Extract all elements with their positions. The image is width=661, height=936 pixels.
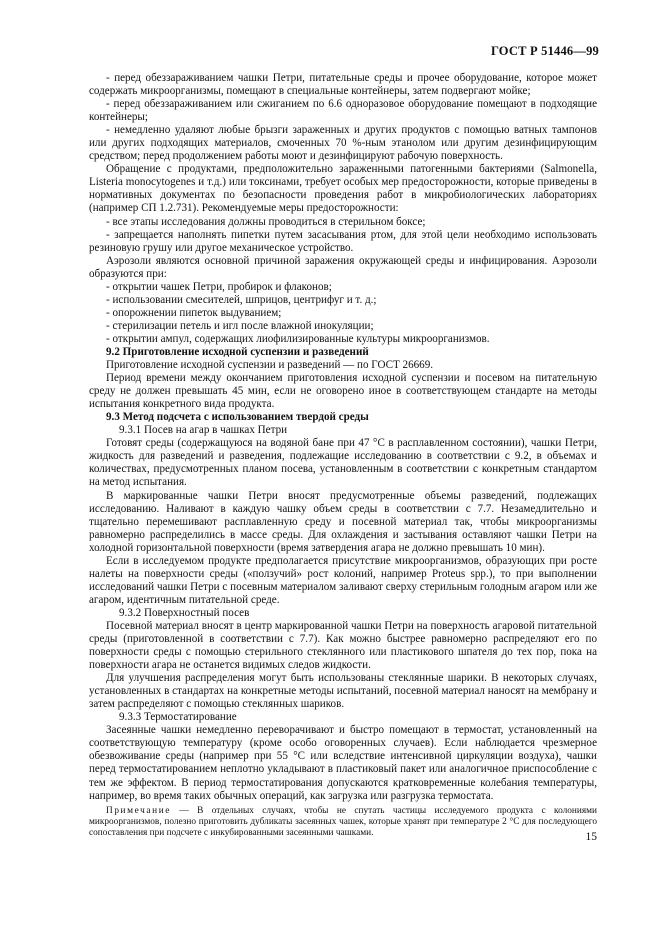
subsection-heading: 9.3.1 Посев на агар в чашках Петри [119,424,288,437]
paragraph: Готовят среды (содержащуюся на водяной бане при 47 °С в расплавленном состоянии), чашки Петри, жидкость для разведений и разведения, подлежащие исследованию в соответствии с 9.2, в объемах и количествах, предусмотренных планом посева, установленным в соответствии с конкретным стандартом на метод испытания. [89,437,597,489]
page-number: 15 [585,831,597,843]
paragraph: - открытии чашек Петри, пробирок и флаконов; [106,280,332,293]
section-heading: 9.2 Приготовление исходной суспензии и разведений [106,345,369,358]
note-prefix: Примечание [106,805,171,816]
paragraph: Аэрозоли являются основной причиной заражения окружающей среды и инфицирования. Аэрозоли образуются при: [89,254,597,280]
note-text: — В отдельных случаях, чтобы не спутать частицы исследуемого продукта с колониями микроорганизмов, полезно приготовить дубликаты засеянных чашек, которые хранят при температуре 2 °С для последующего сопоставления при подсчете с инкубированными засеянными чашками. [89,805,597,839]
paragraph: Приготовление исходной суспензии и разведений — по ГОСТ 26669. [106,359,434,372]
paragraph: - стерилизации петель и игл после влажной инокуляции; [106,319,374,332]
paragraph: Период времени между окончанием приготовления исходной суспензии и посевом на питательную среду не должен превышать 45 мин, если не оговорено иное в соответствующем стандарте на методы испытания конкретного вида продукта. [89,372,597,411]
body-text [89,72,597,839]
paragraph: Если в исследуемом продукте предполагается присутствие микроорганизмов, образующих при росте налеты на поверхности среды («ползучий» рост колоний, например Proteus spp.), то при выполнении исследований чашки Петри с посевным материалом заливают сверху стерильным голодным агаром или же агаром, идентичным питательной среде. [89,554,597,606]
paragraph: - перед обеззараживанием чашки Петри, питательные среды и прочее оборудование, которое может содержать микроорганизмы, помещают в специальные контейнеры, затем подвергают мойке; [89,72,597,98]
paragraph: - запрещается наполнять пипетки путем засасывания ртом, для этой цели необходимо использовать резиновую грушу или другое механическое устройство. [89,228,597,254]
paragraph: Засеянные чашки немедленно переворачивают и быстро помещают в термостат, установленный на соответствующую температуру (кроме особо оговоренных случаев). Если наблюдается чрезмерное обезвоживание среды (например при 55 °С или вследствие интенсивной циркуляции воздуха), чашки перед термостатированием неплотно укладывают в пластиковый пакет или аналогичное приспособление с тем же эффектом. В период термостатирования допускаются кратковременные колебания температуры, например, во время таких обычных операций, как загрузка или разгрузка термостата. [89,724,597,802]
standard-header: ГОСТ Р 51446—99 [490,44,599,58]
paragraph: - использовании смесителей, шприцов, центрифуг и т. д.; [106,293,377,306]
section-heading: 9.3 Метод подсчета с использованием твердой среды [106,411,369,424]
paragraph: В маркированные чашки Петри вносят предусмотренные объемы разведений, подлежащих исследованию. Наливают в каждую чашку объем среды в соответствии с 7.7. Незамедлительно и тщательно перемешивают расплавленную среду и посевной материал так, чтобы микроорганизмы равномерно распределились в массе среды. Для охлаждения и застывания оставляют чашки Петри на холодной горизонтальной поверхности (время затвердения агара не должно превышать 10 мин). [89,489,597,554]
subsection-heading: 9.3.2 Поверхностный посев [119,606,250,619]
subsection-heading: 9.3.3 Термостатирование [119,711,237,724]
note-paragraph [89,806,597,840]
paragraph: - опорожнении пипеток выдуванием; [106,306,282,319]
paragraph: Для улучшения распределения могут быть использованы стеклянные шарики. В некоторых случаях, установленных в стандартах на конкретные методы испытаний, посевной материал наносят на мембрану и затем распределяют с помощью стеклянных шариков. [89,672,597,711]
paragraph: - немедленно удаляют любые брызги зараженных и других продуктов с помощью ватных тампонов или других подходящих материалов, смоченных 70 %-ным этанолом или другим дезинфицирующим средством; перед продолжением работы моют и дезинфицируют рабочую поверхность. [89,124,597,163]
paragraph: - все этапы исследования должны проводиться в стерильном боксе; [106,215,426,228]
paragraph: Посевной материал вносят в центр маркированной чашки Петри на поверхность агаровой питательной среды (приготовленной в соответствии с 7.7). Как можно быстрее равномерно распределяют его по поверхности среды с помощью стерильного стеклянного или пластикового шпателя до тех пор, пока на поверхности агара не останется видимых следов жидкости. [89,619,597,672]
paragraph: - открытии ампул, содержащих лиофилизированные культуры микроорганизмов. [106,332,490,345]
paragraph: - перед обеззараживанием или сжиганием по 6.6 одноразовое оборудование помещают в подходящие контейнеры; [89,98,597,124]
paragraph: Обращение с продуктами, предположительно зараженными патогенными бактериями (Salmonella, Listeria monocytogenes и т.д.) или токсинами, требует особых мер предосторожности, которые приведены в нормативных документах по безопасности проведения работ в микробиологических лабораториях (например СП 1.2.731). Рекомендуемые меры предосторожности: [89,163,597,215]
